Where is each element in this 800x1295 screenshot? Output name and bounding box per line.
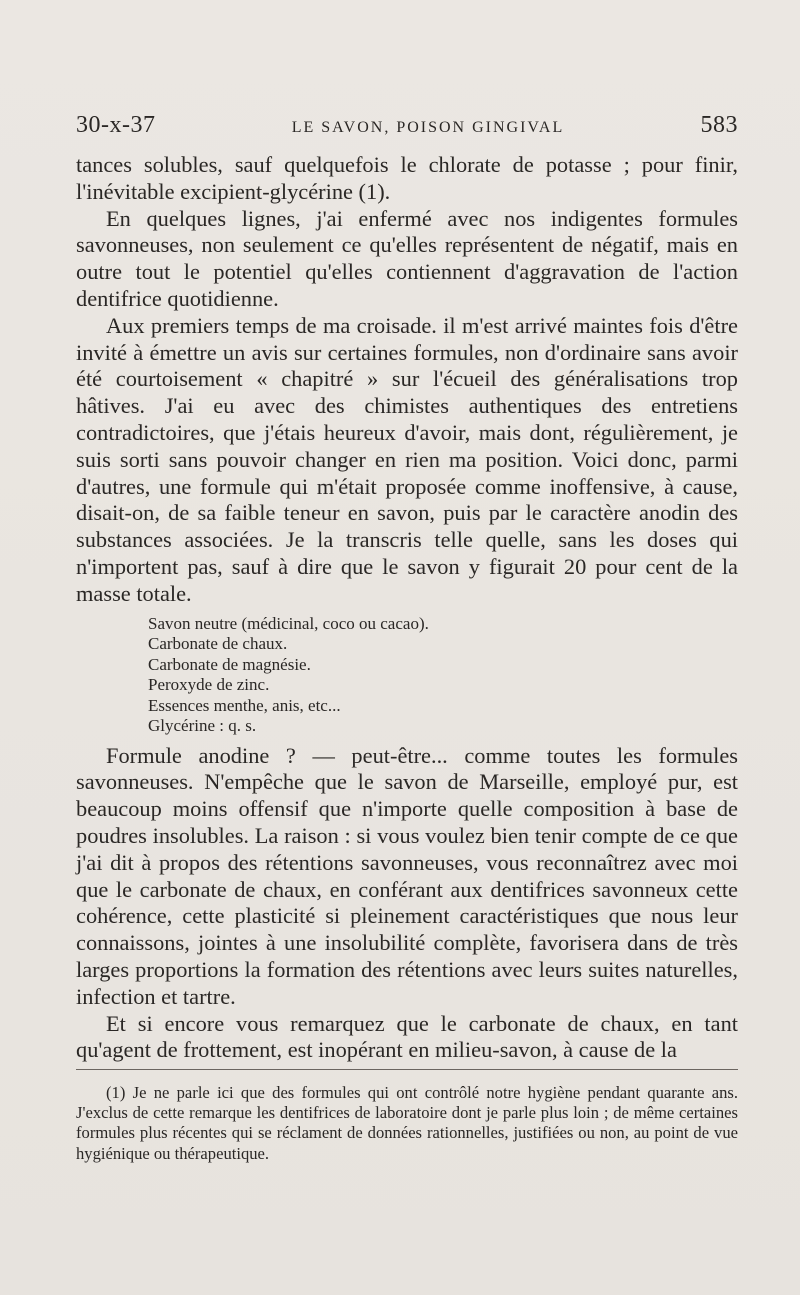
paragraph-continued: tances solubles, sauf quelquefois le chlorate de potasse ; pour finir, l'inévitable excipient-glycérine (1). (76, 152, 738, 204)
paragraph: Et si encore vous remarquez que le carbonate de chaux, en tant qu'agent de frottement, est inopérant en milieu-savon, à cause de la (76, 1010, 738, 1063)
formula-item: Savon neutre (médicinal, coco ou cacao). (148, 613, 429, 633)
header-title: LE SAVON, POISON GINGIVAL (291, 119, 565, 136)
paragraph: En quelques lignes, j'ai enfermé avec nos indigentes formules savonneuses, non seulement ce qu'elles représentent de négatif, mais en outre tout le potentiel qu'elles contiennent d'aggravation de l'action dentifrice quotidienne. (76, 205, 738, 311)
formula-item: Peroxyde de zinc. (148, 675, 270, 695)
header-date: 30-x-37 (76, 112, 156, 138)
footnote (76, 1083, 738, 1164)
formula-item: Glycérine : q. s. (148, 716, 257, 736)
footnote-divider (76, 1069, 738, 1070)
formula-item: Carbonate de magnésie. (148, 654, 311, 674)
paragraph: Aux premiers temps de ma croisade. il m'est arrivé maintes fois d'être invité à émettre un avis sur certaines formules, non d'ordinaire sans avoir été courtoisement « chapitré » sur l'écueil des généralisations trop hâtives. J'ai eu avec des chimistes authentiques des entretiens contradictoires, que j'étais heureux d'avoir, mais dont, régulièrement, je suis sorti sans pouvoir changer en rien ma position. Voici donc, parmi d'autres, une formule qui m'était proposée comme inoffensive, à cause, disait-on, de sa faible teneur en savon, puis par le caractère anodin des substances associées. Je la transcris telle quelle, sans les doses qui n'importent pas, sauf à dire que le savon y figurait 20 pour cent de la masse totale. (76, 312, 738, 606)
page-number: 583 (700, 112, 738, 138)
running-head (76, 112, 738, 139)
footnote-text: (1) Je ne parle ici que des formules qui ont contrôlé notre hygiène pendant quarante ans. J'exclus de cette remarque les dentifrices de laboratoire dont je parle plus loin ; de même certaines formules plus récentes qui se réclament de données rationnelles, justifiées ou non, au point de vue hygiénique ou thérapeutique. (76, 1083, 738, 1163)
formula-item: Essences menthe, anis, etc... (148, 695, 341, 715)
formula-list (148, 614, 738, 737)
paragraph: Formule anodine ? — peut-être... comme toutes les formules savonneuses. N'empêche que le savon de Marseille, employé pur, est beaucoup moins offensif que n'importe quelle composition à base de poudres insolubles. La raison : si vous voulez bien tenir compte de ce que j'ai dit à propos des rétentions savonneuses, vous reconnaîtrez avec moi que le carbonate de chaux, en conférant aux dentifrices savonneux cette cohérence, cette plasticité si pleinement caractéristiques que nous leur connaissons, jointes à une insolubilité complète, favorisera dans de très larges proportions la formation des rétentions avec leurs suites naturelles, infection et tartre. (76, 742, 738, 1009)
formula-item: Carbonate de chaux. (148, 634, 288, 654)
body-text (76, 152, 738, 1064)
